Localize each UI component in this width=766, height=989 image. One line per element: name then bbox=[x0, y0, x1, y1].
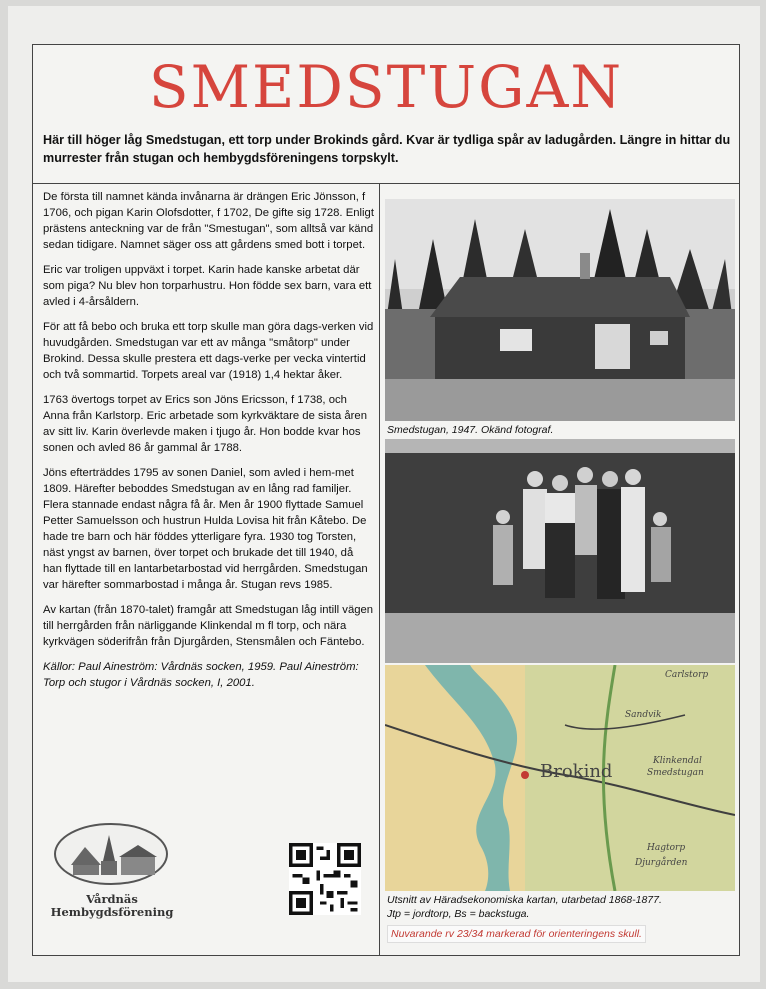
paragraph: Jöns efterträddes 1795 av sonen Daniel, som avled i hem-met 1809. Härefter beboddes Smedstugan av en lång rad familjer. Flera stannade endast några få år. Men år 1900 flyttade Samuel Petter Samuelsson och hustrun Hulda Lovisa hit från Kåtebo. De hade tre barn och här föddes ytterligare fyra. 1930 tog Torsten, näst yngst av barnen, över torpet och brukade det till 1940, då han flyttade till en lantarbetarbostad vid herrgården. Smedstugan var härefter sommarbostad i många år. Stugan revs 1985. bbox=[43, 467, 368, 591]
map-caption-line2: Jtp = jordtorp, Bs = backstuga. bbox=[387, 908, 530, 920]
intro-text: Här till höger låg Smedstugan, ett torp under Brokinds gård. Kvar är tydliga spår av ladugården. Längre in hittar du murrester från stugan och hembygdsföreningens torpskylt. bbox=[43, 133, 731, 165]
sources-text: Källor: Paul Aineström: Vårdnäs socken, 1959. Paul Aineström: Torp och stugor i Vårdnäs socken, I, 2001. bbox=[43, 661, 359, 689]
paragraph: 1763 övertogs torpet av Erics son Jöns Ericsson, f 1738, och Anna från Karlstorp. Eric arbetade som kyrkväktare de sista åren av sitt liv. Karin överlevde maken i tjugo år. Hon bodde kvar hos sonen och avled 86 år gammal år 1788. bbox=[43, 394, 367, 454]
cottage-caption: Smedstugan, 1947. Okänd fotograf. bbox=[387, 424, 554, 436]
paragraph: Av kartan (från 1870-talet) framgår att Smedstugan låg intill vägen till herrgården från närliggande Klinkendal m fl torp, och nära kyrkvägen söderifrån från Djurgården, Stensmålen och Fäntebo. bbox=[43, 604, 374, 648]
historic-map bbox=[385, 665, 735, 891]
map-label-djurgarden: Djurgården bbox=[635, 858, 688, 868]
body-text bbox=[43, 189, 375, 700]
qr-code[interactable] bbox=[289, 843, 361, 915]
family-photo bbox=[385, 439, 735, 663]
society-name-line1: Vårdnäs bbox=[86, 892, 138, 906]
cottage-photo bbox=[385, 199, 735, 421]
map-label-klinkendal: Klinkendal bbox=[653, 756, 702, 766]
sign-sheet bbox=[8, 6, 760, 982]
paragraph: Eric var troligen uppväxt i torpet. Karin hade kanske arbetat där som piga? Nu blev hon torparhustru. Hon födde sex barn, vara ett avled i 4-årsåldern. bbox=[43, 264, 372, 308]
map-label-smedstugan: Smedstugan bbox=[647, 768, 704, 778]
map-label-town: Brokind bbox=[540, 761, 613, 782]
page-title: SMEDSTUGAN bbox=[148, 53, 624, 121]
divider-vertical bbox=[379, 183, 380, 955]
society-logo bbox=[51, 821, 171, 892]
society-name-line2: Hembygdsförening bbox=[50, 905, 174, 919]
map-caption-line1: Utsnitt av Häradsekonomiska kartan, utarbetad 1868-1877. bbox=[387, 894, 662, 906]
society-name bbox=[47, 893, 177, 919]
map-note: Nuvarande rv 23/34 markerad för orienteringens skull. bbox=[387, 925, 646, 943]
paragraph: För att få bebo och bruka ett torp skulle man göra dags-verken vid huvudgården. Smedstugan var ett av många "småtorp" under Brokind. Dessa skulle prestera ett dags-verke per vecka vintertid och två sommartid. Torpets areal var (1918) 1,4 hektar åker. bbox=[43, 321, 374, 381]
map-label-carlstorp: Carlstorp bbox=[665, 670, 709, 680]
divider-horizontal bbox=[33, 183, 739, 184]
map-label-sandvik: Sandvik bbox=[625, 710, 662, 720]
sign-frame bbox=[32, 44, 740, 956]
paragraph: De första till namnet kända invånarna är drängen Eric Jönsson, f 1706, och pigan Karin Olofsdotter, f 1702, De gifte sig 1728. Enligt prästens anteckning var de från "Smestugan", som alltså var känd sedan tidigare. Namnet säger oss att gårdens smed bott i torpet. bbox=[43, 191, 374, 251]
map-label-hagtorp: Hagtorp bbox=[647, 843, 686, 853]
